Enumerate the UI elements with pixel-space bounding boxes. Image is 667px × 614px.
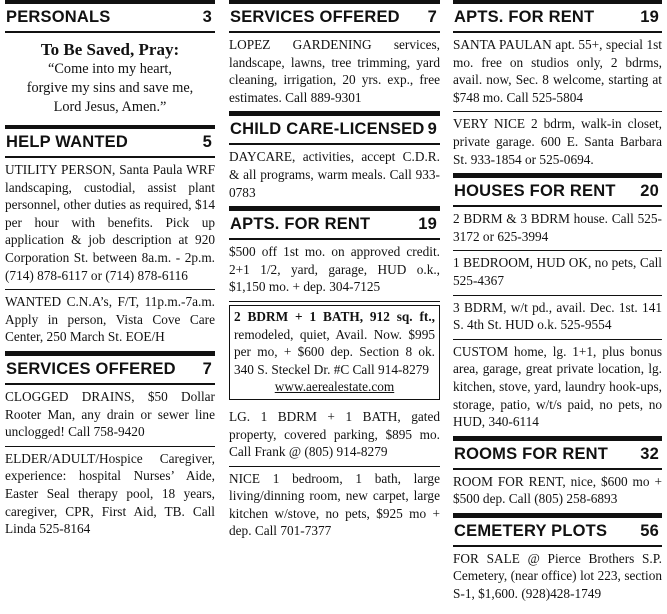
section-number: 20 bbox=[640, 182, 659, 201]
boxed-ad-headline: 2 BDRM + 1 BATH, 912 sq. ft., bbox=[234, 308, 435, 324]
section-title: ROOMS FOR RENT bbox=[454, 444, 609, 463]
section-title: HOUSES FOR RENT bbox=[454, 182, 616, 201]
classified-ad: FOR SALE @ Pierce Brothers S.P. Cemetery, (near office) lot 223, section S-1, $1,600. (928)428-1749 bbox=[453, 550, 662, 602]
section-number: 5 bbox=[202, 133, 212, 151]
section-title: CHILD CARE-LICENSED bbox=[230, 120, 425, 139]
section-title: HELP WANTED bbox=[6, 133, 128, 151]
section-header-help-wanted bbox=[5, 125, 215, 158]
classified-ad: UTILITY PERSON, Santa Paula WRF landscaping, custodial, assist plant personnel, other duties as required, $14 per hour with benefits. Pick up application & job description at 920 Corporation St. between 8a.m. - 2p.m. (714) 878-6117 or (714) 878-6116 bbox=[5, 158, 215, 290]
classified-ad: SANTA PAULAN apt. 55+, special 1st mo. free on studios only, 2 bdrms, avail. now, Sec. 8 welcome, starting at $748 mo. Call 525-5804 bbox=[453, 33, 662, 112]
classified-ad: $500 off 1st mo. on approved credit. 2+1 1/2, yard, garage, HUD o.k., $1,150 mo. + dep. 304-7125 bbox=[229, 240, 440, 302]
section-header-apts-for-rent bbox=[229, 207, 440, 240]
boxed-ad bbox=[229, 305, 440, 400]
classified-ad: 3 BDRM, w/t pd., avail. Dec. 1st. 141 S. 4th St. HUD o.k. 525-9554 bbox=[453, 296, 662, 340]
prayer-ad bbox=[5, 33, 215, 125]
section-number: 7 bbox=[202, 359, 212, 378]
section-title: PERSONALS bbox=[6, 8, 111, 26]
section-title: APTS. FOR RENT bbox=[454, 8, 595, 26]
classified-ad: ROOM FOR RENT, nice, $600 mo + $500 dep. Call (805) 258-6893 bbox=[453, 470, 662, 514]
section-title: APTS. FOR RENT bbox=[230, 215, 371, 234]
section-number: 9 bbox=[427, 120, 437, 139]
prayer-title: To Be Saved, Pray: bbox=[40, 40, 180, 59]
section-header-rooms-for-rent bbox=[453, 437, 662, 470]
section-header-cemetery-plots bbox=[453, 514, 662, 547]
section-header-apts-for-rent bbox=[453, 0, 662, 33]
classified-ad: CLOGGED DRAINS, $50 Dollar Rooter Man, any drain or sewer line unclogged! Call 758-9420 bbox=[5, 385, 215, 447]
section-number: 19 bbox=[418, 215, 437, 234]
classified-ad: 2 BDRM & 3 BDRM house. Call 525-3172 or 625-3994 bbox=[453, 207, 662, 251]
classified-ad: NICE 1 bedroom, 1 bath, large living/dinning room, new carpet, large kitchen w/stove, no pets, $925 mo + dep. Call 701-7377 bbox=[229, 470, 440, 539]
section-number: 7 bbox=[427, 8, 437, 26]
classified-ad: LG. 1 BDRM + 1 BATH, gated property, covered parking, $895 mo. Call Frank @ (805) 914-8279 bbox=[229, 405, 440, 467]
prayer-line: “Come into my heart, bbox=[48, 61, 172, 77]
classified-ad: ELDER/ADULT/Hospice Caregiver, experience: hospital Nurses’ Aide, Easter Seal therapy pool, 18 years, caregiver, CPR, First Aid, TB. Call Linda 525-8164 bbox=[5, 450, 215, 537]
prayer-line: forgive my sins and save me, bbox=[26, 80, 194, 96]
classified-ad: LOPEZ GARDENING services, landscape, lawns, tree trimming, yard cleaning, irrigation, 20 yrs. exp., free estimates. Call 889-9301 bbox=[229, 33, 440, 112]
boxed-ad-body: remodeled, quiet, Avail. Now. $995 per mo, + $600 dep. Section 8 ok. 340 S. Steckel Dr. #C Call 914-8279 bbox=[234, 326, 435, 377]
section-number: 56 bbox=[640, 521, 659, 540]
section-number: 3 bbox=[202, 8, 212, 26]
section-header-child-care bbox=[229, 112, 440, 145]
section-header-services-offered bbox=[229, 0, 440, 33]
classified-column-2 bbox=[229, 0, 440, 545]
section-number: 32 bbox=[640, 444, 659, 463]
classified-ad: 1 BEDROOM, HUD OK, no pets, Call 525-4367 bbox=[453, 251, 662, 295]
prayer-line: Lord Jesus, Amen.” bbox=[53, 99, 167, 115]
section-title: SERVICES OFFERED bbox=[6, 359, 176, 378]
classified-column-1 bbox=[5, 0, 215, 543]
section-header-services-offered bbox=[5, 352, 215, 385]
website-link[interactable]: www.aerealestate.com bbox=[274, 379, 395, 395]
classified-column-3 bbox=[453, 0, 662, 608]
boxed-ad-wrapper bbox=[229, 305, 440, 400]
section-header-houses-for-rent bbox=[453, 174, 662, 207]
classified-ad: DAYCARE, activities, accept C.D.R. & all programs, warm meals. Call 933-0783 bbox=[229, 145, 440, 207]
section-title: SERVICES OFFERED bbox=[230, 8, 400, 26]
section-header-personals bbox=[5, 0, 215, 33]
classified-ad: WANTED C.N.A’s, F/T, 11p.m.-7a.m. Apply in person, Vista Cove Care Center, 250 March St. EOE/H bbox=[5, 290, 215, 352]
classified-ad: VERY NICE 2 bdrm, walk-in closet, private garage. 600 E. Santa Barbara St. 933-1854 or 525-0694. bbox=[453, 112, 662, 174]
section-number: 19 bbox=[640, 8, 659, 26]
section-title: CEMETERY PLOTS bbox=[454, 521, 608, 540]
classified-ad: CUSTOM home, lg. 1+1, plus bonus area, garage, great private location, lg. kitchen, stove, yard, laundry hook-ups, storage, patio, w/t/s paid, no pets, no HUD, 340-6114 bbox=[453, 340, 662, 437]
